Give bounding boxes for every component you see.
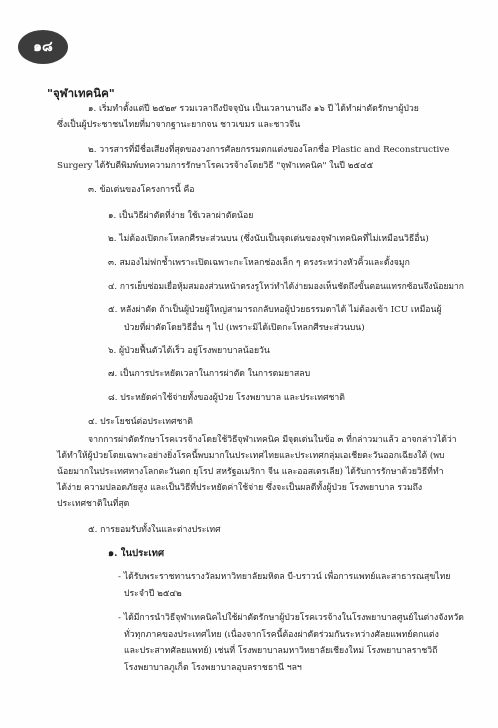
bullet-line-cont: ประจำปี ๒๕๔๒	[124, 589, 182, 599]
feature-item: ๓. สมองไม่ฟกช้ำเพราะเปิดเฉพาะกะโหลกช่องเล็ก ๆ ตรงระหว่างหัวคิ้วและดั้งจมูก	[108, 258, 410, 268]
bullet-line: - ได้รับพระราชทานรางวัลมหาวิทยาลัยมหิดล บี-บราวน์ เพื่อการแพทย์และสาธารณสุขไทย	[118, 572, 451, 582]
feature-item-cont: ป่วยที่ผ่าตัดโดยวิธีอื่น ๆ ไป (เพราะมิได้เปิดกะโหลกศีรษะส่วนบน)	[124, 323, 365, 333]
feature-item: ๕. หลังผ่าตัด ถ้าเป็นผู้ป่วยผู้ใหญ่สามารถกลับหอผู้ป่วยธรรมดาได้ ไม่ต้องเข้า ICU เหมือนผู้	[108, 305, 442, 315]
feature-item: ๗. เป็นการประหยัดเวลาในการผ่าตัด ในการดมยาสลบ	[108, 369, 311, 379]
p4-line: ประเทศชาติในที่สุด	[57, 499, 130, 509]
bullet-line-cont: โรงพยาบาลภูเก็ต โรงพยาบาลอุบลราชธานี ฯลฯ	[124, 663, 302, 673]
feature-item: ๔. การเย็บซ่อมเยื่อหุ้มสมองส่วนหน้าตรงรูโหว่ทำได้ง่ายมองเห็นชัดถึงขั้นตอนแทรกซ้อนจึงน้อยมาก	[108, 282, 464, 292]
p5-header: ๕. การยอมรับทั้งในและต่างประเทศ	[88, 525, 221, 535]
p1-line: ๑. เริ่มทำตั้งแต่ปี ๒๕๒๙ รวมเวลาถึงปัจจุบัน เป็นเวลานานถึง ๑๖ ปี ได้ทำผ่าตัดรักษาผู้ป่วย	[88, 104, 419, 114]
feature-item: ๖. ผู้ป่วยฟื้นตัวได้เร็ว อยู่โรงพยาบาลน้อยวัน	[108, 346, 270, 356]
page-number-badge: ๑๘	[18, 30, 68, 64]
p2-line: ๒. วารสารที่มีชื่อเสียงที่สุดของวงการศัลยกรรมตกแต่งของโลกชื่อ Plastic and Reconstructive	[88, 145, 450, 155]
p4-line: จากการผ่าตัดรักษาโรคเวรจ้างโดยใช้วิธีจุฬาเทคนิค มีจุดเด่นในข้อ ๓ ที่กล่าวมาแล้ว อาจกล่าวได้ว่า	[88, 435, 457, 445]
p4-line: ได้ทำให้ผู้ป่วยโดยเฉพาะอย่างยิ่งโรคนี้พบมากในประเทศไทยและประเทศกลุ่มเอเชียตะวันออกเฉียงใต้ (พบ	[57, 451, 445, 461]
bullet-line-cont: ทั่วทุกภาคของประเทศไทย (เนื่องจากโรคนี้ต้องผ่าตัดร่วมกันระหว่างศัลยแพทย์ตกแต่ง	[124, 630, 439, 640]
bullet-line: - ได้มีการนำวิธีจุฬาเทคนิคไปใช้ผ่าตัดรักษาผู้ป่วยโรคเวรจ้างในโรงพยาบาลศูนย์ในต่างจังหวัด	[118, 613, 464, 623]
feature-item: ๘. ประหยัดค่าใช้จ่ายทั้งของผู้ป่วย โรงพยาบาล และประเทศชาติ	[108, 393, 345, 403]
bullet-line-cont: และประสาทศัลยแพทย์) เช่นที่ โรงพยาบาลมหาวิทยาลัยเชียงใหม่ โรงพยาบาลราชวิถี	[124, 646, 438, 656]
section-title: "จุฬาเทคนิค"	[47, 86, 115, 100]
p2-line: Surgery ได้รับตีพิมพ์บทความการรักษาโรคเวรจ้างโดยวิธี "จุฬาเทคนิค" ในปี ๒๕๔๕	[57, 161, 374, 171]
feature-item: ๑. เป็นวิธีผ่าตัดที่ง่าย ใช้เวลาผ่าตัดน้อย	[108, 211, 254, 221]
p1-line: ซึ่งเป็นผู้ประชาชนไทยที่มาจากฐานะยากจน ชาวเขมร และชาวจีน	[57, 120, 301, 130]
p3-header: ๓. ข้อเด่นของโครงการนี้ คือ	[88, 185, 195, 195]
p4-line: ได้ง่าย ความปลอดภัยสูง และเป็นวิธีที่ประหยัดค่าใช้จ่าย ซึ่งจะเป็นผลดีทั้งผู้ป่วย โรงพยาบาล รวมถึง	[57, 483, 423, 493]
subsection-heading: ๑. ในประเทศ	[108, 548, 165, 559]
p4-line: น้อยมากในประเทศทางโลกตะวันตก ยุโรป สหรัฐอเมริกา จีน และออสเตรเลีย) ได้รับการรักษาด้วยวิธีที่ทำ	[57, 467, 444, 477]
p4-header: ๔. ประโยชน์ต่อประเทศชาติ	[88, 417, 193, 427]
feature-item: ๒. ไม่ต้องเปิดกะโหลกศีรษะส่วนบน (ซึ่งนับเป็นจุดเด่นของจุฬาเทคนิคที่ไม่เหมือนวิธีอื่น)	[108, 234, 429, 244]
